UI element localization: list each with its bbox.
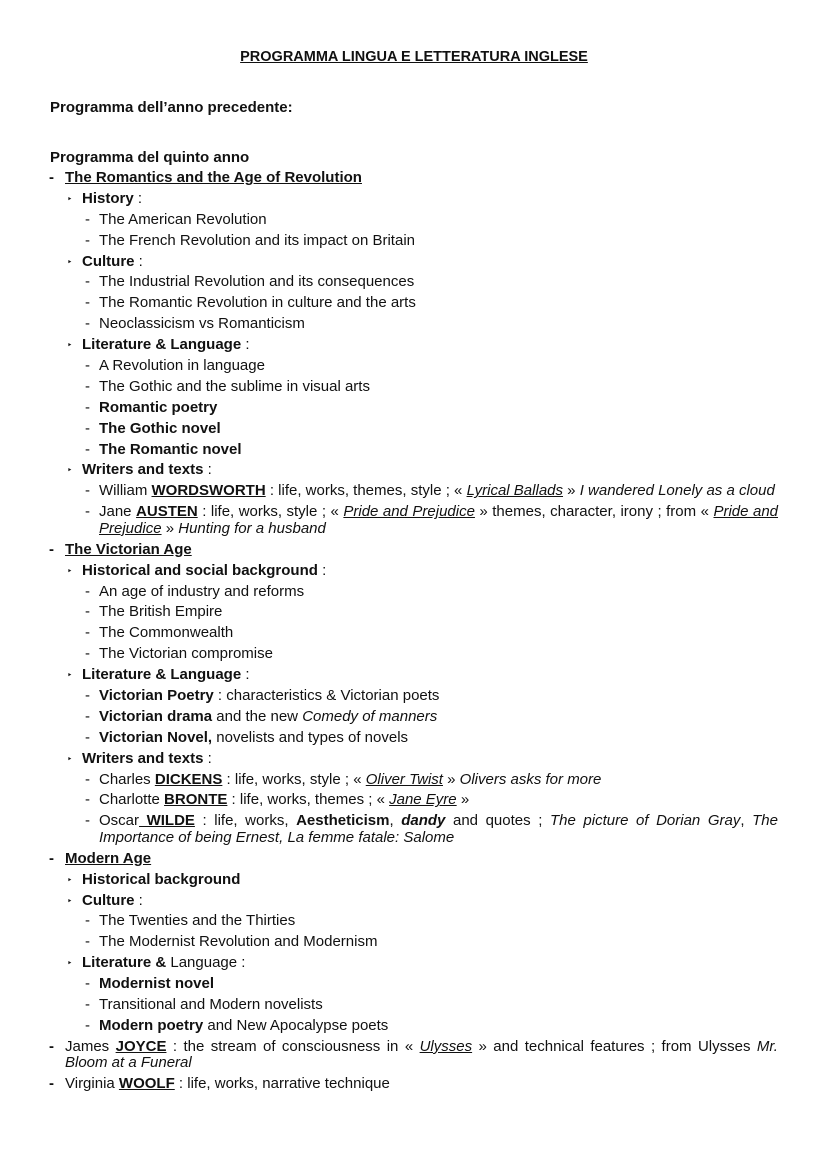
list-item <box>0 584 828 601</box>
bullet-icon: ‣ <box>67 193 73 204</box>
bullet-icon: ‣ <box>67 958 73 969</box>
text-segment: The American Revolution <box>99 210 267 228</box>
dash-icon: - <box>49 1037 54 1055</box>
text-segment: The Industrial Revolution and its consequences <box>99 273 415 291</box>
list-item <box>0 792 828 809</box>
text-segment: » themes, character, irony ; from « <box>474 503 714 521</box>
dash-icon: - <box>85 582 90 600</box>
list-item <box>0 934 828 951</box>
text-segment: Olivers asks for more <box>459 770 602 788</box>
text-segment: Ulysses <box>419 1037 473 1055</box>
list-item <box>0 997 828 1014</box>
text-segment: Culture <box>82 252 135 270</box>
list-item <box>0 212 828 229</box>
text-segment: Literature & Language <box>82 666 242 684</box>
subsection-item <box>0 872 828 889</box>
dash-icon: - <box>85 770 90 788</box>
list-item <box>0 772 828 789</box>
list-item <box>0 295 828 312</box>
dash-icon: - <box>85 231 90 249</box>
text-segment: Writers and texts <box>82 749 204 767</box>
dash-icon: - <box>85 645 90 663</box>
dash-icon: - <box>85 912 90 930</box>
text-segment: JOYCE <box>115 1037 167 1055</box>
text-segment: Literature & <box>82 954 167 972</box>
bullet-icon: ‣ <box>67 340 73 351</box>
text-segment: Modern Age <box>65 849 152 867</box>
text-segment: The Romantic novel <box>99 440 242 458</box>
dash-icon: - <box>85 603 90 621</box>
text-segment: Culture <box>82 891 135 909</box>
text-segment: Aestheticism <box>296 812 390 830</box>
text-segment: » <box>456 791 470 809</box>
list-item <box>0 233 828 250</box>
dash-icon: - <box>49 849 54 867</box>
text-segment: Writers and texts <box>82 461 204 479</box>
subsection-item <box>0 667 828 684</box>
text-segment: Transitional and Modern novelists <box>99 996 323 1014</box>
dash-icon: - <box>85 294 90 312</box>
text-segment: : <box>203 461 212 479</box>
text-segment: The Importance of being Ernest <box>99 812 778 846</box>
dash-icon: - <box>85 357 90 375</box>
list-item <box>0 813 828 846</box>
text-segment: The Gothic and the sublime in visual arts <box>99 377 370 395</box>
text-segment: : <box>133 189 143 207</box>
text-segment: I wandered Lonely as a cloud <box>579 482 775 500</box>
text-segment: and the new <box>212 707 303 725</box>
list-item <box>0 358 828 375</box>
text-segment: BRONTE <box>164 791 228 809</box>
text-segment: The Modernist Revolution and Modernism <box>99 933 378 951</box>
text-segment: Oliver Twist <box>365 770 443 788</box>
subsection-item <box>0 563 828 580</box>
text-segment: The British Empire <box>99 603 223 621</box>
text-segment: : life, works, <box>194 812 297 830</box>
text-segment: WILDE <box>139 812 195 830</box>
section-item <box>0 851 828 868</box>
text-segment: : <box>241 666 250 684</box>
text-segment: William <box>99 482 152 500</box>
dash-icon: - <box>85 933 90 951</box>
text-segment: Hunting for a husband <box>178 519 326 537</box>
text-segment: : <box>203 749 212 767</box>
text-segment: The Commonwealth <box>99 624 234 642</box>
dash-icon: - <box>85 812 90 830</box>
text-segment: : <box>317 561 327 579</box>
text-segment: , <box>389 812 402 830</box>
bullet-icon: ‣ <box>67 753 73 764</box>
text-segment: : <box>241 336 250 354</box>
list-item <box>0 625 828 642</box>
text-segment: Lyrical Ballads <box>466 482 564 500</box>
dash-icon: - <box>85 440 90 458</box>
text-segment: History <box>82 189 134 207</box>
dash-icon: - <box>85 1016 90 1034</box>
text-segment: » <box>563 482 580 500</box>
text-segment: » <box>442 770 460 788</box>
text-segment: Oscar <box>99 812 140 830</box>
text-segment: The Victorian compromise <box>99 645 273 663</box>
dash-icon: - <box>49 540 54 558</box>
list-item <box>0 274 828 291</box>
text-segment: » and technical features ; from Ulysses <box>472 1037 757 1055</box>
text-segment: Pride and Prejudice <box>99 503 779 537</box>
list-item <box>0 504 828 537</box>
dash-icon: - <box>85 728 90 746</box>
bullet-icon: ‣ <box>67 565 73 576</box>
text-segment: The Twenties and the Thirties <box>99 912 296 930</box>
text-segment: Mr. Bloom at a Funeral <box>65 1037 778 1072</box>
section-item <box>0 1076 828 1093</box>
list-item <box>0 483 828 500</box>
list-item <box>0 1018 828 1035</box>
text-segment: The Victorian Age <box>65 540 192 558</box>
subsection-item <box>0 254 828 271</box>
text-segment: La femme fatale: Salome <box>287 828 455 846</box>
fifth-year-heading: Programma del quinto anno <box>50 149 250 166</box>
text-segment: Charlotte <box>99 791 165 809</box>
text-segment: Modernist novel <box>99 975 215 993</box>
text-segment: Virginia <box>65 1075 119 1093</box>
document-title: PROGRAMMA LINGUA E LETTERATURA INGLESE <box>240 49 588 65</box>
list-item <box>0 709 828 726</box>
section-item <box>0 542 828 559</box>
previous-year-heading: Programma dell’anno precedente: <box>50 99 293 116</box>
syllabus-list <box>0 170 828 1097</box>
text-segment: Pride and Prejudice <box>343 503 475 521</box>
text-segment: Jane <box>99 503 137 521</box>
text-segment: Romantic poetry <box>99 398 218 416</box>
text-segment: novelists and types of novels <box>212 728 409 746</box>
dash-icon: - <box>85 975 90 993</box>
bullet-icon: ‣ <box>67 895 73 906</box>
text-segment: Language : <box>166 954 246 972</box>
dash-icon: - <box>85 398 90 416</box>
text-segment: The picture of Dorian Gray <box>549 812 741 830</box>
text-segment: : life, works, themes, style ; « <box>265 482 467 500</box>
text-segment: DICKENS <box>154 770 223 788</box>
text-segment: Charles <box>99 770 155 788</box>
text-segment: Comedy of manners <box>302 707 438 725</box>
text-segment: : <box>134 252 143 270</box>
dash-icon: - <box>85 482 90 500</box>
dash-icon: - <box>85 315 90 333</box>
section-item <box>0 1039 828 1072</box>
dash-icon: - <box>85 624 90 642</box>
list-item <box>0 442 828 459</box>
text-segment: : life, works, narrative technique <box>174 1075 390 1093</box>
bullet-icon: ‣ <box>67 874 73 885</box>
text-segment: AUSTEN <box>136 503 198 521</box>
text-segment: A Revolution in language <box>99 357 265 375</box>
text-segment: : <box>134 891 143 909</box>
list-item <box>0 976 828 993</box>
subsection-item <box>0 337 828 354</box>
text-segment: An age of industry and reforms <box>99 582 305 600</box>
text-segment: Neoclassicism vs Romanticism <box>99 315 305 333</box>
text-segment: The French Revolution and its impact on Britain <box>99 231 415 249</box>
list-item <box>0 316 828 333</box>
subsection-item <box>0 893 828 910</box>
dash-icon: - <box>49 169 54 186</box>
list-item <box>0 421 828 438</box>
text-segment: Historical background <box>82 870 241 888</box>
text-segment: : the stream of consciousness in « <box>166 1037 420 1055</box>
list-item <box>0 379 828 396</box>
text-segment: The Romantics and the Age of Revolution <box>65 169 362 186</box>
text-segment: : life, works, style ; « <box>222 770 366 788</box>
list-item <box>0 400 828 417</box>
subsection-item <box>0 462 828 479</box>
text-segment: Historical and social background <box>82 561 318 579</box>
subsection-item <box>0 955 828 972</box>
text-segment: Victorian drama <box>99 707 213 725</box>
text-segment: » <box>161 519 179 537</box>
bullet-icon: ‣ <box>67 670 73 681</box>
text-segment: The Gothic novel <box>99 419 221 437</box>
text-segment: Victorian Novel, <box>99 728 213 746</box>
section-item <box>0 170 828 187</box>
text-segment: , <box>279 828 288 846</box>
text-segment: : life, works, themes ; « <box>227 791 390 809</box>
text-segment: and New Apocalypse poets <box>203 1016 389 1034</box>
dash-icon: - <box>49 1075 54 1093</box>
dash-icon: - <box>85 791 90 809</box>
bullet-icon: ‣ <box>67 256 73 267</box>
text-segment: Jane Eyre <box>389 791 457 809</box>
dash-icon: - <box>85 686 90 704</box>
dash-icon: - <box>85 996 90 1014</box>
text-segment: Literature & Language <box>82 336 242 354</box>
dash-icon: - <box>85 419 90 437</box>
text-segment: : life, works, style ; « <box>197 503 344 521</box>
dash-icon: - <box>85 707 90 725</box>
text-segment: The Romantic Revolution in culture and the arts <box>99 294 416 312</box>
subsection-item <box>0 191 828 208</box>
text-segment: Modern poetry <box>99 1016 204 1034</box>
dash-icon: - <box>85 273 90 291</box>
dash-icon: - <box>85 503 90 521</box>
dash-icon: - <box>85 210 90 228</box>
text-segment: : characteristics & Victorian poets <box>213 686 440 704</box>
text-segment: Victorian Poetry <box>99 686 214 704</box>
text-segment: dandy <box>401 812 446 830</box>
subsection-item <box>0 751 828 768</box>
list-item <box>0 688 828 705</box>
text-segment: WORDSWORTH <box>151 482 266 500</box>
text-segment: WOOLF <box>118 1075 175 1093</box>
list-item <box>0 646 828 663</box>
bullet-icon: ‣ <box>67 465 73 476</box>
list-item <box>0 730 828 747</box>
text-segment: and quotes ; <box>445 812 550 830</box>
list-item <box>0 604 828 621</box>
list-item <box>0 913 828 930</box>
text-segment: James <box>65 1037 116 1055</box>
text-segment: , <box>740 812 753 830</box>
dash-icon: - <box>85 377 90 395</box>
